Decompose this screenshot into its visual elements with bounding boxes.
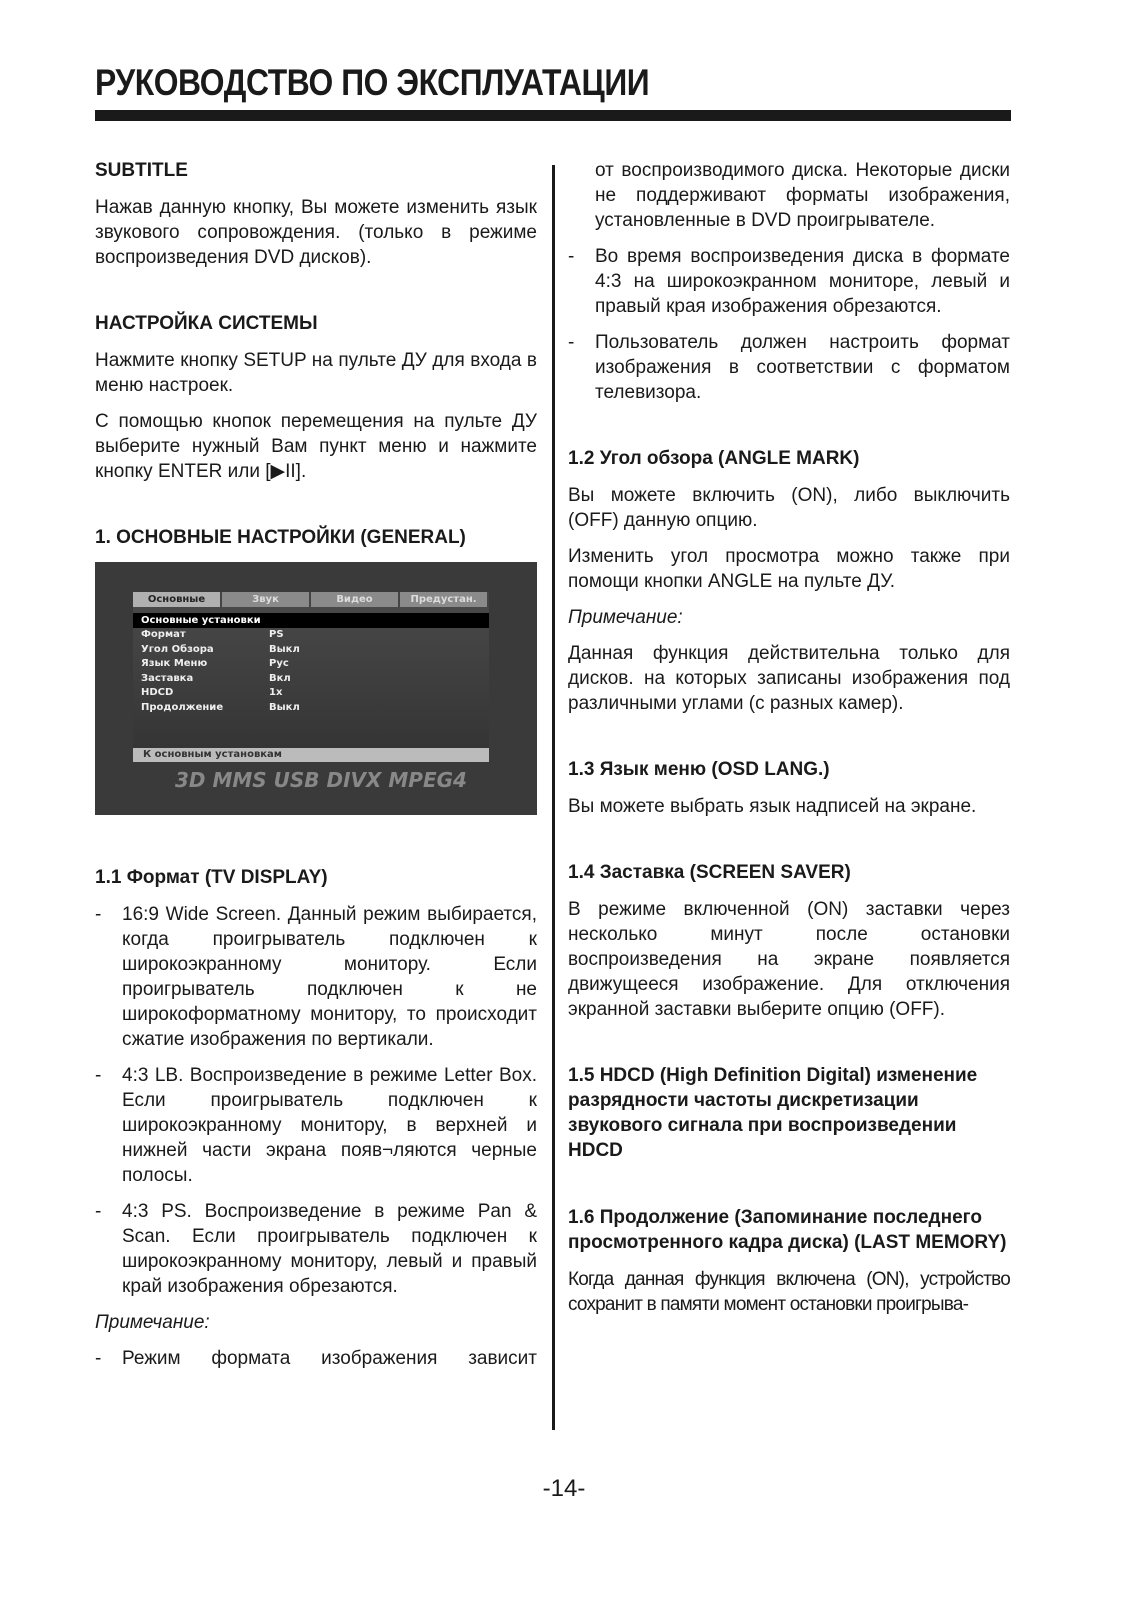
heading-format: 1.1 Формат (TV DISPLAY) (95, 867, 328, 888)
right-column (568, 158, 1010, 1328)
list-item: - Режим формата изображения зависит (95, 1348, 537, 1369)
title-rule (95, 110, 1011, 121)
osd-value: Выкл (269, 701, 300, 713)
note-label: Примечание: (95, 1312, 210, 1333)
osd-row (133, 672, 489, 687)
heading-angle: 1.2 Угол обзора (ANGLE MARK) (568, 448, 860, 469)
osd-key: Угол Обзора (141, 643, 214, 655)
osd-key: Формат (141, 629, 186, 640)
paragraph: Вы можете включить (ON), либо выключить (OFF) данную опцию. (568, 485, 1010, 531)
osd-value: PS (269, 629, 284, 640)
osd-tab: Предустан. (400, 592, 489, 607)
logo-strip: 3D MMS USB DIVX MPEG4 (175, 768, 467, 792)
heading-subtitle: SUBTITLE (95, 160, 188, 181)
osd-header: Основные установки (133, 613, 489, 628)
osd-footer: К основным установкам (133, 748, 489, 762)
paragraph: С помощью кнопок перемещения на пульте ДУ выберите нужный Вам пункт меню и нажмите кнопку ENTER или [▶II]. (95, 411, 537, 482)
heading-setup: НАСТРОЙКА СИСТЕМЫ (95, 313, 318, 334)
osd-value: Выкл (269, 643, 300, 655)
page-number: -14- (542, 1475, 586, 1502)
note-label: Примечание: (568, 607, 683, 628)
heading-screen-saver: 1.4 Заставка (SCREEN SAVER) (568, 862, 851, 883)
osd-key: HDCD (141, 687, 174, 698)
left-column (95, 158, 537, 1382)
list-item: - Во время воспроизведения диска в формате 4:3 на широкоэкранном мониторе, левый и правый края изображения обрезаются. (568, 246, 1010, 317)
osd-value: 1x (269, 687, 283, 698)
osd-screenshot (95, 562, 537, 815)
heading-last-memory: 1.6 Продолжение (Запоминание последнего просмотренного кадра диска) (LAST MEMORY) (568, 1207, 1007, 1253)
paragraph: от воспроизводимого диска. Некоторые диски не поддерживают форматы изображения, установленные в DVD проигрывателе. (595, 160, 1010, 231)
osd-tab: Видео (311, 592, 400, 607)
paragraph: В режиме включенной (ON) заставки через несколько минут после остановки воспроизведения на экране появляется движущееся изображение. Для отключения экранной заставки выберите опцию (OFF). (568, 899, 1010, 1020)
paragraph: Когда данная функция включена (ON), устройство сохранит в памяти момент остановки проигрыва- (568, 1269, 1010, 1315)
osd-value: Вкл (269, 672, 291, 684)
osd-tab: Звук (222, 592, 311, 607)
osd-key: Заставка (141, 672, 194, 684)
osd-value: Рус (269, 658, 289, 669)
osd-row (133, 701, 489, 716)
paragraph: Изменить угол просмотра можно также при помощи кнопки ANGLE на пульте ДУ. (568, 546, 1010, 592)
heading-general: 1. ОСНОВНЫЕ НАСТРОЙКИ (GENERAL) (95, 527, 466, 548)
paragraph: Данная функция действительна только для дисков. на которых записаны изображения под различными углами (с разных камер). (568, 643, 1010, 714)
column-divider (552, 165, 555, 1430)
osd-key: Язык Меню (141, 658, 208, 669)
paragraph: Вы можете выбрать язык надписей на экране. (568, 796, 977, 817)
list-item: - 4:3 PS. Воспроизведение в режиме Pan & Scan. Если проигрыватель подключен к широкоэкранному монитору, левый и правый край изображения обрезаются. (95, 1201, 537, 1297)
list-item: - 16:9 Wide Screen. Данный режим выбирается, когда проигрыватель подключен к широкоэкранному монитору. Если проигрыватель подключен к не широкоформатному монитору, то происходит сжатие изображения по вертикали. (95, 904, 537, 1050)
osd-tab: Основные (133, 592, 222, 607)
paragraph: Нажмите кнопку SETUP на пульте ДУ для входа в меню настроек. (95, 350, 537, 396)
osd-row (133, 643, 489, 658)
list-item: - Пользователь должен настроить формат изображения в соответствии с форматом телевизора. (568, 332, 1010, 403)
heading-osd-lang: 1.3 Язык меню (OSD LANG.) (568, 759, 830, 780)
heading-hdcd: 1.5 HDCD (High Definition Digital) изменение разрядности частоты дискретизации звукового сигнала при воспроизведении HDCD (568, 1065, 978, 1161)
osd-row (133, 686, 489, 701)
paragraph: Нажав данную кнопку, Вы можете изменить язык звукового сопровождения. (только в режиме воспроизведения DVD дисков). (95, 197, 537, 268)
list-item: - 4:3 LB. Воспроизведение в режиме Letter Box. Если проигрыватель подключен к широкоэкранному монитору, в верхней и нижней части экрана появ¬ляются черные полосы. (95, 1065, 537, 1186)
osd-key: Продолжение (141, 701, 224, 713)
osd-row (133, 628, 489, 643)
page-title: РУКОВОДСТВО ПО ЭКСПЛУАТАЦИИ (95, 62, 650, 103)
osd-row (133, 657, 489, 672)
